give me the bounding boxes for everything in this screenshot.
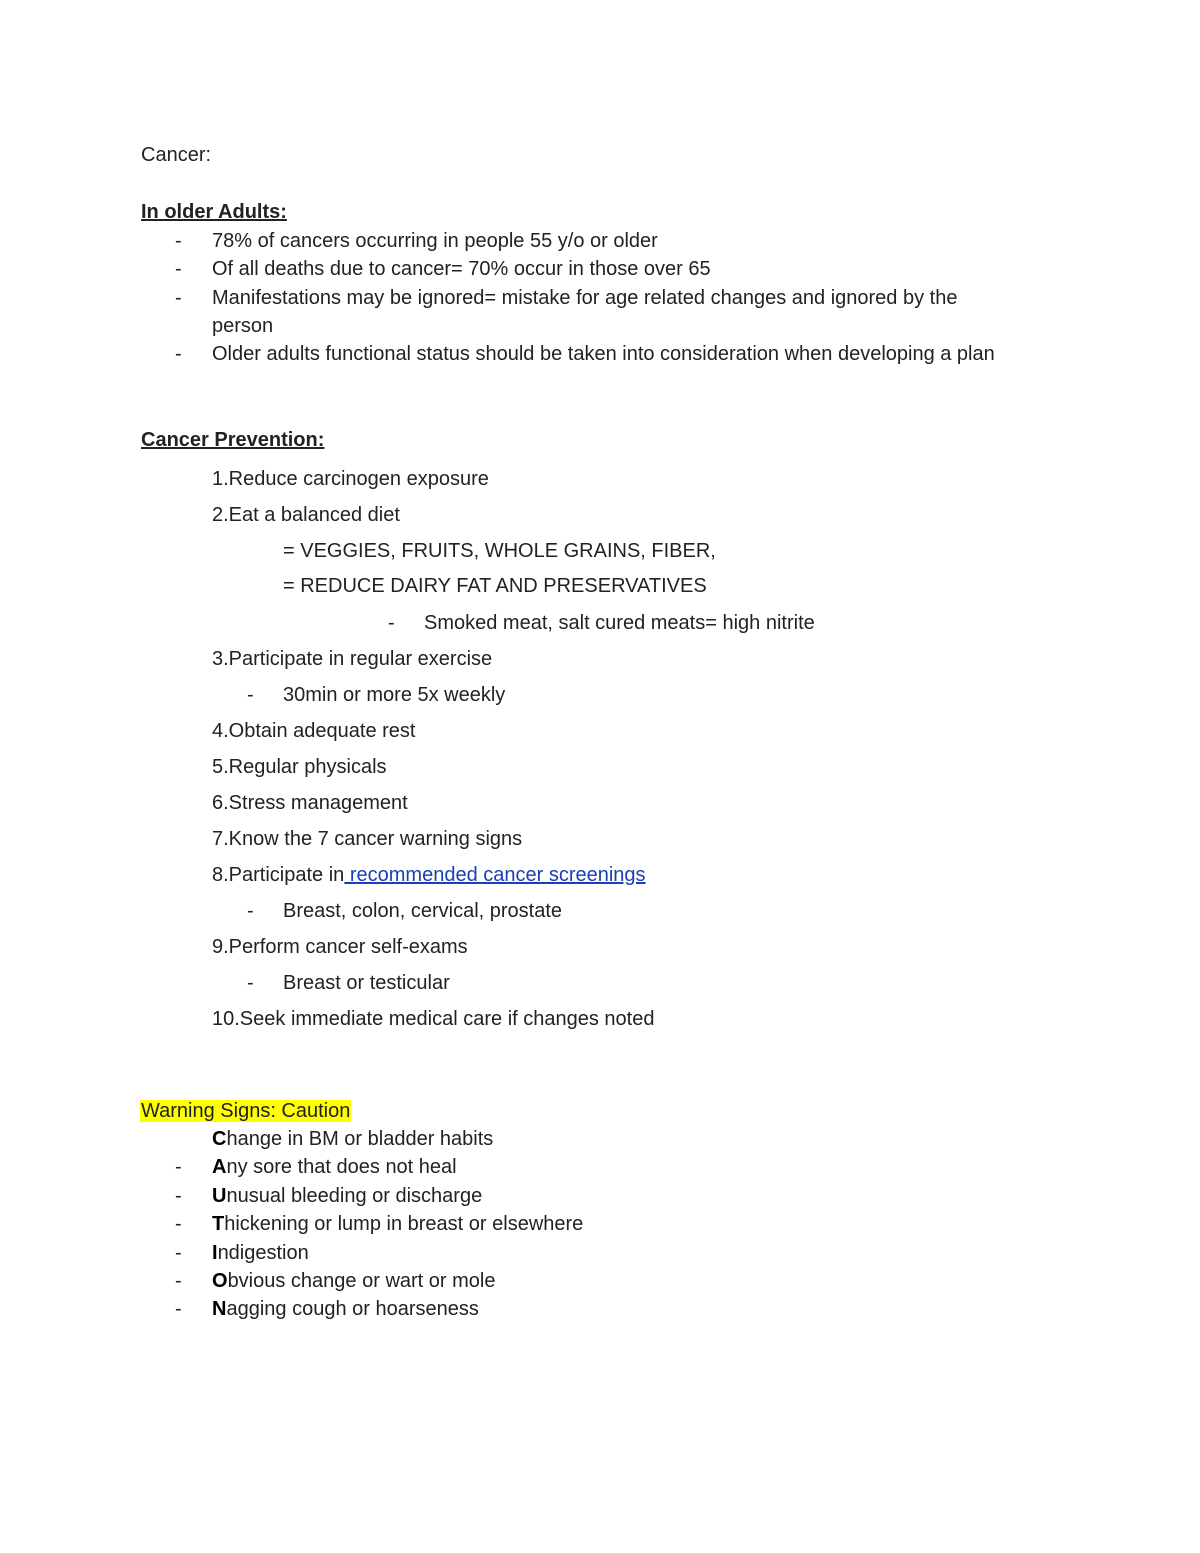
warning-item [212,1129,493,1149]
list-item: Manifestations may be ignored= mistake for age related changes and ignored by the [212,287,958,309]
warning-text: hange in BM or bladder habits [226,1128,494,1150]
prevention-item: 2.Eat a balanced diet [212,504,400,526]
list-item: 78% of cancers occurring in people 55 y/o or older [212,230,658,252]
warning-letter: A [212,1156,227,1178]
prevention-item: 3.Participate in regular exercise [212,648,493,670]
prevention-item: 6.Stress management [212,792,408,814]
prevention-item-text: 8.Participate in [212,864,345,886]
screenings-link[interactable]: recommended cancer screenings [344,864,646,886]
warning-letter: N [212,1298,227,1320]
prevention-item [212,865,646,885]
prevention-item: 10.Seek immediate medical care if changes noted [212,1008,655,1030]
warning-letter: I [212,1242,218,1264]
bullet-dash: - [175,258,182,280]
diet-detail: = REDUCE DAIRY FAT AND PRESERVATIVES [283,575,707,597]
bullet-dash: - [247,900,254,922]
bullet-dash: - [175,287,182,309]
warning-item [212,1243,309,1263]
prevention-item: 9.Perform cancer self-exams [212,936,468,958]
bullet-dash: - [247,972,254,994]
screenings-detail: Breast, colon, cervical, prostate [283,900,563,922]
bullet-dash: - [175,1213,182,1235]
bullet-dash: - [175,1298,182,1320]
warning-item [212,1271,495,1291]
warning-item [212,1214,583,1234]
bullet-dash: - [388,612,395,634]
warning-letter: C [212,1128,227,1150]
warning-letter: U [212,1185,227,1207]
warning-item [212,1157,457,1177]
prevention-item: 5.Regular physicals [212,756,387,778]
prevention-item: 7.Know the 7 cancer warning signs [212,828,523,850]
bullet-dash: - [247,684,254,706]
exercise-detail: 30min or more 5x weekly [283,684,506,706]
prevention-item: 1.Reduce carcinogen exposure [212,468,489,490]
list-item: Older adults functional status should be taken into consideration when developing a plan [212,343,995,365]
diet-detail: = VEGGIES, FRUITS, WHOLE GRAINS, FIBER, [283,540,716,562]
warning-letter: T [212,1213,225,1235]
bullet-dash: - [175,1156,182,1178]
diet-sub-item: Smoked meat, salt cured meats= high nitrite [424,612,815,634]
bullet-dash: - [175,1242,182,1264]
warning-item [212,1299,479,1319]
bullet-dash: - [175,343,182,365]
older-adults-heading: In older Adults: [141,201,287,223]
warning-text: hickening or lump in breast or elsewhere [224,1213,584,1235]
prevention-item: 4.Obtain adequate rest [212,720,416,742]
warning-letter: O [212,1270,228,1292]
bullet-dash: - [175,230,182,252]
warning-text: ndigestion [217,1242,309,1264]
bullet-dash: - [175,1270,182,1292]
list-item-continuation: person [212,315,274,337]
warning-text: nusual bleeding or discharge [226,1185,483,1207]
warning-heading: Warning Signs: Caution [141,1100,351,1122]
bullet-dash: - [175,1185,182,1207]
list-item: Of all deaths due to cancer= 70% occur in those over 65 [212,258,711,280]
self-exam-detail: Breast or testicular [283,972,450,994]
prevention-heading: Cancer Prevention: [141,429,325,451]
warning-text: agging cough or hoarseness [226,1298,479,1320]
warning-text: ny sore that does not heal [226,1156,457,1178]
page-title: Cancer: [141,144,212,166]
warning-item [212,1186,482,1206]
warning-text: bvious change or wart or mole [227,1270,496,1292]
